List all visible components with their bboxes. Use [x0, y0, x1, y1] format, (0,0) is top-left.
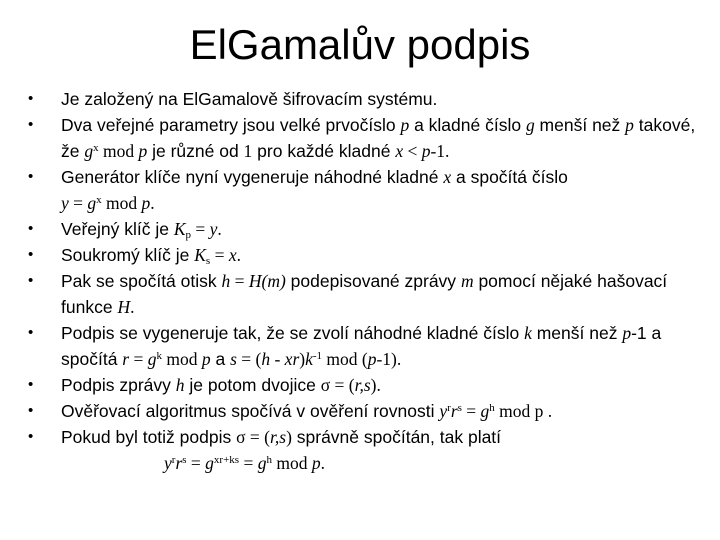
math: 1	[243, 141, 253, 161]
math: g	[525, 115, 535, 135]
math: p	[625, 115, 634, 135]
math: -	[270, 349, 285, 369]
text: a spočítá číslo	[451, 167, 568, 187]
bullet-7	[26, 320, 706, 372]
math: p	[622, 323, 632, 343]
math: =	[186, 453, 206, 473]
bullet-8	[26, 372, 706, 398]
math: )	[299, 349, 306, 369]
text: Veřejný klíč je	[61, 219, 174, 239]
math: y	[164, 453, 172, 473]
math: H	[117, 297, 131, 317]
final-equation	[61, 450, 706, 476]
math: y	[61, 193, 69, 213]
text: Dva veřejné parametry jsou velké prvočíslo	[61, 115, 401, 135]
math: =	[68, 193, 88, 213]
math: mod p .	[494, 401, 553, 421]
math: mod	[161, 349, 202, 369]
bullet-dot: •	[28, 428, 34, 445]
bullet-dot: •	[28, 246, 34, 263]
math-sup: s	[182, 454, 187, 466]
text: takové, že	[61, 115, 696, 161]
text: Podpis se vygeneruje tak, že se zvolí náhodné kladné číslo	[61, 323, 525, 343]
math: g	[257, 453, 267, 473]
text: Pokud byl totiž podpis	[61, 427, 237, 447]
math: p	[367, 349, 377, 369]
bullet-dot: •	[28, 220, 34, 237]
math: =	[230, 271, 249, 291]
bullet-2	[26, 112, 706, 164]
bullet-list	[26, 86, 706, 476]
math: mod (	[322, 349, 368, 369]
math: =	[191, 219, 210, 239]
bullet-dot: •	[28, 324, 34, 341]
text: pomocí nějaké hašovací funkce	[61, 271, 668, 317]
math: <	[403, 141, 422, 161]
math: r,s	[354, 375, 371, 395]
text: je různé od	[147, 141, 244, 161]
bullet-9	[26, 398, 706, 424]
math: (m)	[261, 271, 286, 291]
math: y	[439, 401, 448, 421]
math: g	[147, 349, 157, 369]
math: x	[228, 245, 237, 265]
math-sup: r	[447, 402, 451, 414]
page-title: ElGamalův podpis	[189, 21, 531, 68]
math: x	[395, 141, 404, 161]
text: správně spočítán, tak platí	[291, 427, 502, 447]
math: r,s	[270, 427, 287, 447]
math: p	[201, 349, 211, 369]
math: ).	[370, 375, 381, 395]
math: .	[150, 193, 155, 213]
text: Podpis zprávy	[61, 375, 176, 395]
math: r	[175, 453, 183, 473]
bullet-dot: •	[28, 116, 34, 133]
math-sup: s	[457, 402, 462, 414]
math: mod	[98, 141, 139, 161]
bullet-dot: •	[28, 90, 34, 107]
math: p	[311, 453, 321, 473]
math: g	[87, 193, 97, 213]
math: σ	[236, 427, 246, 447]
math: )	[286, 427, 292, 447]
text: pro každé kladné	[252, 141, 396, 161]
math: = (	[245, 427, 270, 447]
math-sup: xr+ks	[213, 454, 240, 466]
bullet-1-text: Je založený na ElGamalově šifrovacím systému.	[61, 89, 438, 109]
text: menší než	[534, 115, 626, 135]
math: .	[320, 453, 325, 473]
math: p	[400, 115, 410, 135]
math: g	[205, 453, 214, 473]
math: =	[210, 245, 229, 265]
math: K	[194, 245, 206, 265]
math: H	[248, 271, 262, 291]
math: h	[261, 349, 271, 369]
text: je potom dvojice	[184, 375, 321, 395]
text: podepisované zprávy	[285, 271, 461, 291]
bullet-10	[26, 424, 706, 476]
math: h	[221, 271, 231, 291]
bullet-dot: •	[28, 168, 34, 185]
math: m	[460, 271, 474, 291]
math: p	[421, 141, 431, 161]
text: a kladné číslo	[409, 115, 526, 135]
bullet-5	[26, 242, 706, 268]
math-sup: h	[266, 454, 272, 466]
math: σ	[320, 375, 331, 395]
math: k	[524, 323, 532, 343]
bullet-dot: •	[28, 376, 34, 393]
bullet-dot: •	[28, 402, 34, 419]
math-sup: k	[156, 350, 162, 362]
math: .	[217, 219, 222, 239]
text: Ověřovací algoritmus spočívá v ověření rovnosti	[61, 401, 440, 421]
math: mod	[271, 453, 312, 473]
math: r	[450, 401, 458, 421]
math: -1.	[430, 141, 450, 161]
math-sup: r	[171, 454, 176, 466]
text: menší než	[531, 323, 623, 343]
math: mod	[101, 193, 142, 213]
bullet-6	[26, 268, 706, 320]
bullet-1	[26, 86, 706, 112]
math-sup: x	[93, 142, 99, 154]
math-sub: s	[205, 255, 211, 267]
text: Generátor klíče nyní vygeneruje náhodné kladné	[61, 167, 444, 187]
math: -1).	[376, 349, 402, 369]
text: Soukromý klíč je	[61, 245, 195, 265]
math: g	[480, 401, 490, 421]
math: = (	[330, 375, 355, 395]
math: y	[209, 219, 218, 239]
math-sup: x	[96, 194, 102, 206]
math: p	[141, 193, 151, 213]
math-sub: p	[185, 229, 192, 241]
bullet-4	[26, 216, 706, 242]
math: =	[239, 453, 258, 473]
math: .	[236, 245, 241, 265]
math: =	[129, 349, 148, 369]
bullet-dot: •	[28, 272, 34, 289]
math: K	[173, 219, 186, 239]
math: k	[305, 349, 313, 369]
math: h	[175, 375, 185, 395]
math: s	[230, 349, 237, 369]
math: xr	[284, 349, 300, 369]
text: Pak se spočítá otisk	[61, 271, 222, 291]
math: p	[138, 141, 148, 161]
math: = (	[236, 349, 262, 369]
math: g	[84, 141, 94, 161]
math: .	[130, 297, 135, 317]
text: -1 a spočítá	[61, 323, 662, 369]
math-sup: h	[489, 402, 495, 414]
math: =	[461, 401, 481, 421]
bullet-3	[26, 164, 706, 216]
text: a	[210, 349, 231, 369]
math: x	[443, 167, 452, 187]
math-sup: -1	[312, 350, 323, 362]
math: r	[122, 349, 130, 369]
